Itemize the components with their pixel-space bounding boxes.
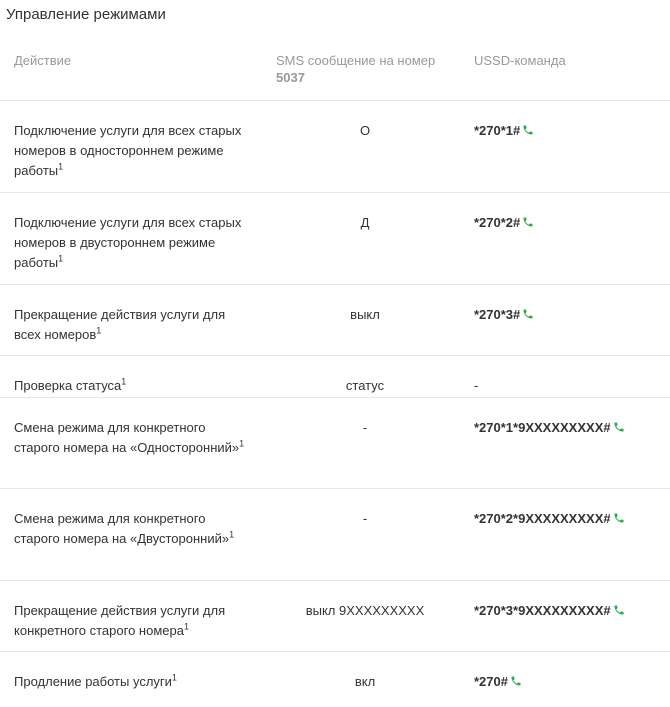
row-action (14, 305, 254, 345)
row-action-text: Смена режима для конкретного старого номера на «Двусторонний» (14, 511, 230, 546)
row-ussd-command[interactable]: *270*3*9XXXXXXXXX# (474, 603, 611, 618)
row-sms: выкл (350, 307, 380, 322)
table-header (0, 52, 670, 100)
phone-icon[interactable] (522, 306, 534, 326)
table-row (0, 355, 670, 397)
table-row (0, 192, 670, 284)
header-sms-number: 5037 (276, 70, 305, 85)
row-ussd (474, 509, 625, 530)
footnote-mark: 1 (58, 161, 64, 172)
row-action (14, 213, 254, 273)
row-ussd (474, 305, 534, 326)
row-action-text: Подключение услуги для всех старых номеров в двустороннем режиме работы (14, 215, 242, 270)
table-row (0, 651, 670, 707)
header-sms-label: SMS сообщение на номер (276, 53, 436, 68)
row-ussd-command[interactable]: *270*1# (474, 123, 521, 138)
phone-icon[interactable] (522, 122, 534, 142)
row-sms: вкл (354, 674, 376, 689)
footnote-mark: 1 (58, 253, 64, 264)
header-action: Действие (14, 53, 72, 68)
row-ussd-command[interactable]: *270*1*9XXXXXXXXX# (474, 420, 611, 435)
table-row (0, 284, 670, 355)
row-action-text: Прекращение действия услуги для всех номеров (14, 307, 226, 342)
row-sms: - (362, 420, 368, 435)
header-ussd: USSD-команда (474, 53, 566, 68)
modes-table (0, 100, 670, 707)
row-ussd (474, 121, 534, 142)
footnote-mark: 1 (239, 438, 245, 449)
table-row (0, 488, 670, 580)
phone-icon[interactable] (613, 510, 625, 530)
row-sms: Д (360, 215, 370, 230)
footnote-mark: 1 (229, 529, 235, 540)
row-ussd (474, 601, 625, 622)
footnote-mark: 1 (121, 376, 127, 387)
row-ussd (474, 213, 534, 234)
row-action-text: Продление работы услуги (14, 674, 172, 689)
header-sms (276, 52, 466, 86)
row-action (14, 601, 254, 641)
phone-icon[interactable] (522, 214, 534, 234)
row-action-text: Проверка статуса (14, 378, 122, 393)
footnote-mark: 1 (183, 621, 189, 632)
row-ussd (474, 672, 522, 693)
table-row (0, 580, 670, 651)
row-action (14, 418, 254, 458)
row-ussd (474, 418, 625, 439)
row-ussd (474, 376, 478, 396)
row-ussd-command: - (474, 378, 479, 393)
row-ussd-command[interactable]: *270*3# (474, 307, 521, 322)
page-title: Управление режимами (6, 6, 166, 23)
row-action (14, 672, 254, 692)
row-action-text: Подключение услуги для всех старых номеров в одностороннем режиме работы (14, 123, 242, 178)
footnote-mark: 1 (171, 672, 177, 683)
row-sms: О (359, 123, 371, 138)
phone-icon[interactable] (613, 419, 625, 439)
row-ussd-command[interactable]: *270*2# (474, 215, 521, 230)
row-action (14, 121, 254, 181)
row-action (14, 509, 254, 549)
phone-icon[interactable] (613, 602, 625, 622)
table-row (0, 100, 670, 192)
row-ussd-command[interactable]: *270# (474, 674, 508, 689)
row-action-text: Прекращение действия услуги для конкретного старого номера (14, 603, 226, 638)
row-ussd-command[interactable]: *270*2*9XXXXXXXXX# (474, 511, 611, 526)
row-action (14, 376, 254, 396)
footnote-mark: 1 (96, 325, 102, 336)
row-sms: статус (345, 378, 385, 393)
table-row (0, 397, 670, 488)
row-sms: выкл 9XXXXXXXXX (305, 603, 425, 618)
row-sms: - (362, 511, 368, 526)
row-action-text: Смена режима для конкретного старого номера на «Односторонний» (14, 420, 240, 455)
phone-icon[interactable] (510, 673, 522, 693)
